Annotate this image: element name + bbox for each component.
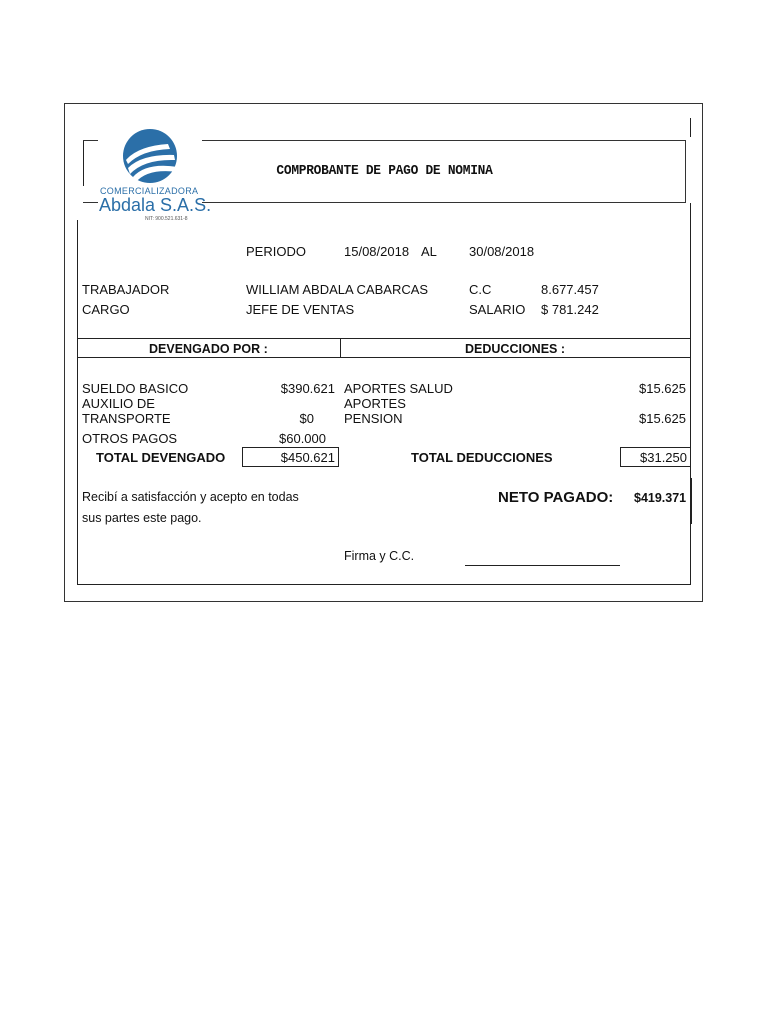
id-label: C.C (469, 282, 492, 297)
earning-value-transport: $0 (299, 411, 314, 426)
period-from: 15/08/2018 (344, 244, 410, 259)
deduction-value-health: $15.625 (639, 381, 686, 396)
position-value: JEFE DE VENTAS (246, 302, 355, 317)
deduction-value-pension: $15.625 (639, 411, 686, 426)
bottom-border (77, 584, 691, 585)
signature-label: Firma y C.C. (344, 549, 415, 563)
deduction-label-health: APORTES SALUD (344, 381, 453, 396)
earning-label-transport-1: AUXILIO DE (82, 396, 155, 411)
logo-nit: NIT: 900.521.631-8 (145, 216, 188, 222)
total-deductions-value: $31.250 (640, 450, 687, 465)
earning-value-salary: $390.621 (280, 381, 335, 396)
total-earned-value: $450.621 (280, 450, 335, 465)
left-border (77, 220, 78, 585)
salary-label: SALARIO (469, 302, 526, 317)
earning-value-other: $60.000 (279, 431, 326, 446)
worker-label: TRABAJADOR (82, 282, 170, 297)
logo-line1: COMERCIALIZADORA (100, 186, 199, 196)
total-deductions-label: TOTAL DEDUCCIONES (411, 450, 553, 465)
earning-label-salary: SUELDO BASICO (82, 381, 189, 396)
header-row-bottom (77, 357, 691, 358)
period-sep: AL (421, 244, 437, 259)
page-title: COMPROBANTE DE PAGO DE NOMINA (276, 163, 493, 179)
earning-label-other: OTROS PAGOS (82, 431, 178, 446)
period-to: 30/08/2018 (469, 244, 535, 259)
salary-value: $ 781.242 (541, 302, 599, 317)
deduction-label-pension-1: APORTES (344, 396, 406, 411)
worker-name: WILLIAM ABDALA CABARCAS (246, 282, 429, 297)
receipt-line2: sus partes este pago. (82, 511, 202, 525)
deduction-label-pension-2: PENSION (344, 411, 403, 426)
total-earned-label: TOTAL DEVENGADO (96, 450, 226, 465)
earning-label-transport-2: TRANSPORTE (82, 411, 171, 426)
position-label: CARGO (82, 302, 130, 317)
net-paid-value: $419.371 (634, 491, 687, 505)
net-paid-label: NETO PAGADO: (498, 489, 614, 506)
right-border (690, 203, 691, 585)
receipt-line1: Recibí a satisfacción y acepto en todas (82, 490, 299, 504)
earned-header: DEVENGADO POR : (149, 342, 268, 356)
top-right-tick (690, 118, 691, 137)
header-row-top (77, 338, 691, 339)
id-value: 8.677.457 (541, 282, 599, 297)
header-divider (340, 338, 341, 358)
net-right-mark (690, 478, 692, 524)
logo-line2: Abdala S.A.S. (99, 195, 212, 215)
signature-line (465, 565, 620, 566)
period-label: PERIODO (246, 244, 306, 259)
deductions-header: DEDUCCIONES : (465, 342, 566, 356)
